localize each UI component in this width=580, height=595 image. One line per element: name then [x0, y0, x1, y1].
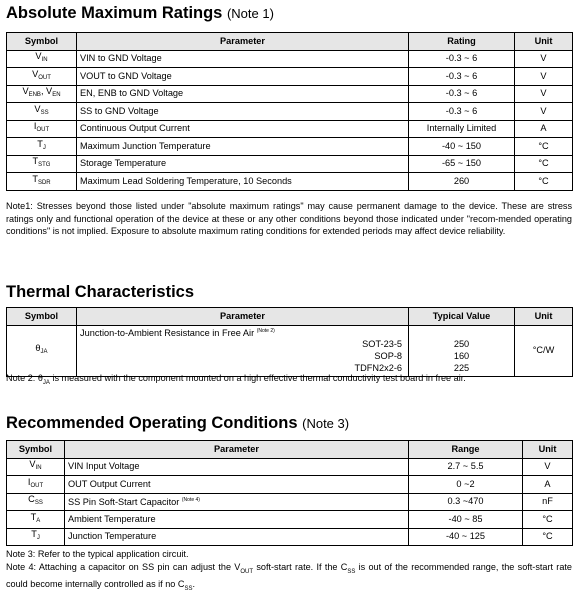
- table-row: [7, 325, 573, 376]
- rating-cell: -40 ~ 150: [409, 138, 515, 156]
- package-tdfn: TDFN2x2-6: [355, 363, 402, 374]
- range-cell: -40 ~ 125: [409, 528, 523, 546]
- unit-cell: °C: [523, 528, 573, 546]
- table-row: [7, 120, 573, 138]
- roc-header-symbol: Symbol: [7, 441, 65, 459]
- value-sot23: 250: [409, 339, 514, 350]
- rating-cell: -0.3 ~ 6: [409, 103, 515, 121]
- unit-cell: A: [515, 120, 573, 138]
- note-1: Note1: Stresses beyond those listed under "absolute maximum ratings" may cause permanent damage to the device. These are stress ratings only and functional operation of the device at these or any other conditions beyond those indicated under "recom-mended operating conditions" is not implied. Exposure to absolute maximum rating conditions for extended periods may affect device reliability.: [6, 200, 572, 238]
- parameter-cell: EN, ENB to GND Voltage: [77, 85, 409, 103]
- thermal-header-symbol: Symbol: [7, 308, 77, 326]
- amr-header-unit: Unit: [515, 33, 573, 51]
- unit-cell: V: [523, 458, 573, 476]
- roc-title: [6, 414, 349, 433]
- unit-cell: nF: [523, 493, 573, 511]
- parameter-cell: Storage Temperature: [77, 155, 409, 173]
- thermal-header-row: [7, 308, 573, 326]
- roc-header-row: [7, 441, 573, 459]
- symbol-cell: $T_J$: [7, 138, 77, 156]
- table-row: [7, 103, 573, 121]
- amr-title: [6, 4, 274, 23]
- range-cell: -40 ~ 85: [409, 511, 523, 529]
- value-cell: [409, 325, 515, 376]
- symbol-cell: $V_{SS}$: [7, 103, 77, 121]
- package-sop8: SOP-8: [374, 351, 402, 362]
- symbol-cell: $V_{ENB}$, $V_{EN}$: [7, 85, 77, 103]
- unit-cell: V: [515, 50, 573, 68]
- table-row: [7, 173, 573, 191]
- note-2: Note 2: $\theta_{JA}$ is measured with the component mounted on a high effective thermal conductivity test board in free air.: [6, 372, 572, 389]
- parameter-cell: Ambient Temperature: [65, 511, 409, 529]
- unit-cell: °C: [515, 173, 573, 191]
- amr-header-parameter: Parameter: [77, 33, 409, 51]
- table-row: [7, 458, 573, 476]
- table-row: [7, 68, 573, 86]
- amr-note: [6, 200, 572, 238]
- amr-header-rating: Rating: [409, 33, 515, 51]
- table-row: [7, 528, 573, 546]
- unit-cell: °C/W: [515, 325, 573, 376]
- roc-header-parameter: Parameter: [65, 441, 409, 459]
- amr-title-note: (Note 1): [227, 6, 274, 21]
- symbol-cell: $V_{IN}$: [7, 50, 77, 68]
- table-row: [7, 493, 573, 511]
- symbol-cell: $V_{IN}$: [7, 458, 65, 476]
- symbol-cell: $C_{SS}$: [7, 493, 65, 511]
- note-4: Note 4: Attaching a capacitor on SS pin can adjust the $V_{OUT}$ soft-start rate. If the $C_{SS}$ is out of the recommended range, the soft-start rate could become internally controlled as if no $C_{SS}$.: [6, 561, 572, 595]
- parameter-cell: VIN Input Voltage: [65, 458, 409, 476]
- range-cell: 0.3 ~470: [409, 493, 523, 511]
- thermal-header-unit: Unit: [515, 308, 573, 326]
- unit-cell: °C: [515, 138, 573, 156]
- value-sop8: 160: [409, 351, 514, 362]
- table-row: [7, 138, 573, 156]
- range-cell: 2.7 ~ 5.5: [409, 458, 523, 476]
- table-row: [7, 476, 573, 494]
- table-row: [7, 511, 573, 529]
- note-3: Note 3: Refer to the typical application circuit.: [6, 548, 572, 561]
- thermal-note: [6, 372, 572, 389]
- unit-cell: °C: [515, 155, 573, 173]
- symbol-cell: $I_{OUT}$: [7, 120, 77, 138]
- rating-cell: -0.3 ~ 6: [409, 85, 515, 103]
- symbol-cell: $\theta_{JA}$: [7, 325, 77, 376]
- unit-cell: V: [515, 68, 573, 86]
- roc-notes: [6, 548, 572, 595]
- unit-cell: V: [515, 103, 573, 121]
- parameter-cell: Continuous Output Current: [77, 120, 409, 138]
- table-row: [7, 50, 573, 68]
- roc-header-unit: Unit: [523, 441, 573, 459]
- value-tdfn: 225: [409, 363, 514, 374]
- rating-cell: 260: [409, 173, 515, 191]
- thermal-header-typical: Typical Value: [409, 308, 515, 326]
- amr-header-symbol: Symbol: [7, 33, 77, 51]
- rating-cell: -0.3 ~ 6: [409, 68, 515, 86]
- parameter-cell: [77, 325, 409, 376]
- range-cell: 0 ~2: [409, 476, 523, 494]
- parameter-cell: VOUT to GND Voltage: [77, 68, 409, 86]
- roc-title-note: (Note 3): [302, 416, 349, 431]
- parameter-cell: SS to GND Voltage: [77, 103, 409, 121]
- parameter-cell: Maximum Lead Soldering Temperature, 10 Seconds: [77, 173, 409, 191]
- thermal-table: [6, 307, 573, 377]
- symbol-cell: $T_J$: [7, 528, 65, 546]
- unit-cell: °C: [523, 511, 573, 529]
- symbol-cell: $T_A$: [7, 511, 65, 529]
- roc-table: [6, 440, 573, 546]
- rating-cell: -0.3 ~ 6: [409, 50, 515, 68]
- parameter-cell: SS Pin Soft-Start Capacitor $^{(Note 4)}$: [65, 493, 409, 511]
- symbol-cell: $I_{OUT}$: [7, 476, 65, 494]
- roc-header-range: Range: [409, 441, 523, 459]
- symbol-cell: $T_{STG}$: [7, 155, 77, 173]
- parameter-cell: Junction Temperature: [65, 528, 409, 546]
- unit-cell: V: [515, 85, 573, 103]
- table-row: [7, 85, 573, 103]
- thermal-param-label: Junction-to-Ambient Resistance in Free Air $^{(Note 2)}$: [80, 326, 275, 339]
- rating-cell: Internally Limited: [409, 120, 515, 138]
- unit-cell: A: [523, 476, 573, 494]
- symbol-cell: $T_{SDR}$: [7, 173, 77, 191]
- thermal-title-text: Thermal Characteristics: [6, 283, 194, 301]
- package-sot23: SOT-23-5: [362, 339, 402, 350]
- parameter-cell: OUT Output Current: [65, 476, 409, 494]
- table-row: [7, 155, 573, 173]
- roc-title-text: Recommended Operating Conditions: [6, 414, 298, 432]
- parameter-cell: Maximum Junction Temperature: [77, 138, 409, 156]
- amr-header-row: [7, 33, 573, 51]
- thermal-header-parameter: Parameter: [77, 308, 409, 326]
- amr-table: [6, 32, 573, 191]
- thermal-title: [6, 283, 194, 302]
- symbol-cell: $V_{OUT}$: [7, 68, 77, 86]
- parameter-cell: VIN to GND Voltage: [77, 50, 409, 68]
- rating-cell: -65 ~ 150: [409, 155, 515, 173]
- amr-title-text: Absolute Maximum Ratings: [6, 4, 222, 22]
